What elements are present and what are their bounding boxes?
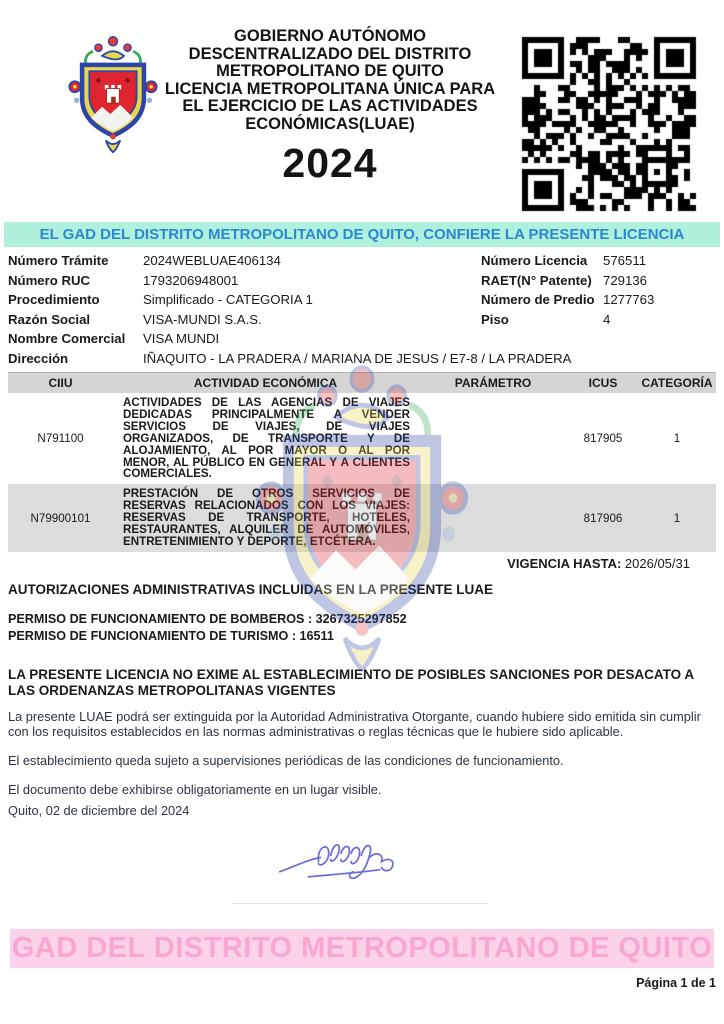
field-row [8,310,473,330]
field-value: VISA-MUNDI S.A.S. [143,311,262,327]
category-cell: 1 [673,511,681,525]
signature-line [232,903,488,904]
activity-cell: PRESTACIÓN DE OTROS SERVICIOS DE RESERVAS RELACIONADOS CON LOS VIAJES: RESERVAS DE TRANSPORTE, HOTELES, RESTAURANTES, ALQUILER DE AUTOMÓVILES, ENTRETENIMIENTO Y DEPORTE, ETCÉTERA. [123,487,410,548]
permit-item: PERMISO DE FUNCIONAMIENTO DE BOMBEROS : 3267325297852 [8,612,407,626]
footer-banner-text: GAD DEL DISTRITO METROPOLITANO DE QUITO [11,932,713,964]
page-number: Página 1 de 1 [636,976,716,990]
column-header: CATEGORÍA [641,376,713,390]
qr-code [514,29,704,219]
legal-paragraph: La presente LUAE podrá ser extinguida por la Autoridad Administrativa Otorgante, cuando hubiere sido emitida sin cumplir con los requisitos establecidos en las normas administrativas o reglas técnicas que le hubiere sido aplicable. [8,709,701,739]
field-label: Piso [481,311,509,327]
permit-item: PERMISO DE FUNCIONAMIENTO DE TURISMO : 16511 [8,629,334,643]
ciiu-cell: N791100 [37,432,84,446]
sanctions-notice: LA PRESENTE LICENCIA NO EXIME AL ESTABLECIMIENTO DE POSIBLES SANCIONES POR DESACATO A LAS ORDENANZAS METROPOLITANAS VIGENTES [8,667,694,698]
handwritten-signature-icon [276,831,412,887]
field-row [481,310,719,330]
field-value: 1277763 [603,292,655,308]
field-value: 729136 [603,272,648,288]
table-header-row [8,372,716,393]
table-body [8,393,716,552]
license-grant-banner [4,222,720,247]
legal-paragraph: El establecimiento queda sujeto a supervisiones periódicas de las condiciones de funcionamiento. [8,753,564,768]
field-value: 2024WEBLUAE406134 [143,253,281,269]
field-row [481,290,719,310]
field-label: Número Licencia [481,253,588,269]
issue-date: Quito, 02 de diciembre del 2024 [8,803,190,818]
field-row [8,349,572,369]
activity-cell: ACTIVIDADES DE LAS AGENCIAS DE VIAJES DEDICADAS PRINCIPALMENTE A VENDER SERVICIOS DE VIAJES, DE VIAJES ORGANIZADOS, DE TRANSPORTE Y DE ALOJAMIENTO, AL POR MAYOR O AL POR MENOR, AL PÚBLICO EN GENERAL Y A CLIENTES COMERCIALES. [123,396,410,481]
title-line: DESCENTRALIZADO DEL DISTRITO [188,44,472,63]
field-row [8,271,473,291]
title-line: ECONÓMICAS(LUAE) [245,114,415,133]
legal-paragraphs [8,709,716,811]
title-line: EL EJERCICIO DE LAS ACTIVIDADES [182,97,478,115]
field-label: Número RUC [8,272,91,288]
field-row [481,271,719,291]
title-line: GOBIERNO AUTÓNOMO [234,27,426,45]
field-label: Razón Social [8,311,91,327]
field-value: Simplificado - CATEGORIA 1 [143,292,313,308]
validity-label: VIGENCIA HASTA: [507,556,622,571]
icus-cell: 817906 [583,511,623,525]
authorizations-heading: AUTORIZACIONES ADMINISTRATIVAS INCLUIDAS EN LA PRESENTE LUAE [8,582,494,597]
field-value: 1793206948001 [143,272,239,288]
banner-text: EL GAD DEL DISTRITO METROPOLITANO DE QUITO, CONFIERE LA PRESENTE LICENCIA [39,226,685,243]
field-label: Dirección [8,350,69,366]
footer-banner [10,929,714,968]
field-label: Número de Predio [481,292,595,308]
field-value: VISA MUNDI [143,331,220,347]
column-header: ACTIVIDAD ECONÓMICA [193,376,338,390]
document-title [138,28,522,185]
icus-cell: 817905 [583,432,623,446]
permits-list [8,611,708,645]
validity-date [507,556,690,571]
field-row [8,329,473,349]
column-header: CIIU [48,376,73,390]
field-label: Nombre Comercial [8,331,126,347]
validity-value: 2026/05/31 [624,556,690,571]
economic-activities-table [8,372,716,552]
field-label: Número Trámite [8,253,109,269]
category-cell: 1 [673,432,681,446]
title-lines [138,28,522,133]
field-value: IÑAQUITO - LA PRADERA / MARIANA DE JESUS / E7-8 / LA PRADERA [143,350,572,366]
ciiu-cell: N79900101 [30,511,91,525]
field-label: Procedimiento [8,292,100,308]
field-value: 4 [603,311,611,327]
field-row [8,290,473,310]
parameter-cell [418,484,568,552]
title-line: LICENCIA METROPOLITANA ÚNICA PARA [164,79,496,98]
field-row [481,251,719,271]
field-row [8,251,473,271]
table-row [8,484,716,552]
title-line: METROPOLITANO DE QUITO [216,62,444,80]
legal-paragraph: El documento debe exhibirse obligatoriamente en un lugar visible. [8,782,382,797]
field-value: 576511 [603,253,647,269]
column-header: ICUS [588,376,618,390]
column-header: PARÁMETRO [454,376,532,390]
license-fields-right [481,251,719,329]
field-label: RAET(N° Patente) [481,272,592,288]
parameter-cell [418,393,568,484]
license-year: 2024 [282,140,378,186]
table-row [8,393,716,484]
